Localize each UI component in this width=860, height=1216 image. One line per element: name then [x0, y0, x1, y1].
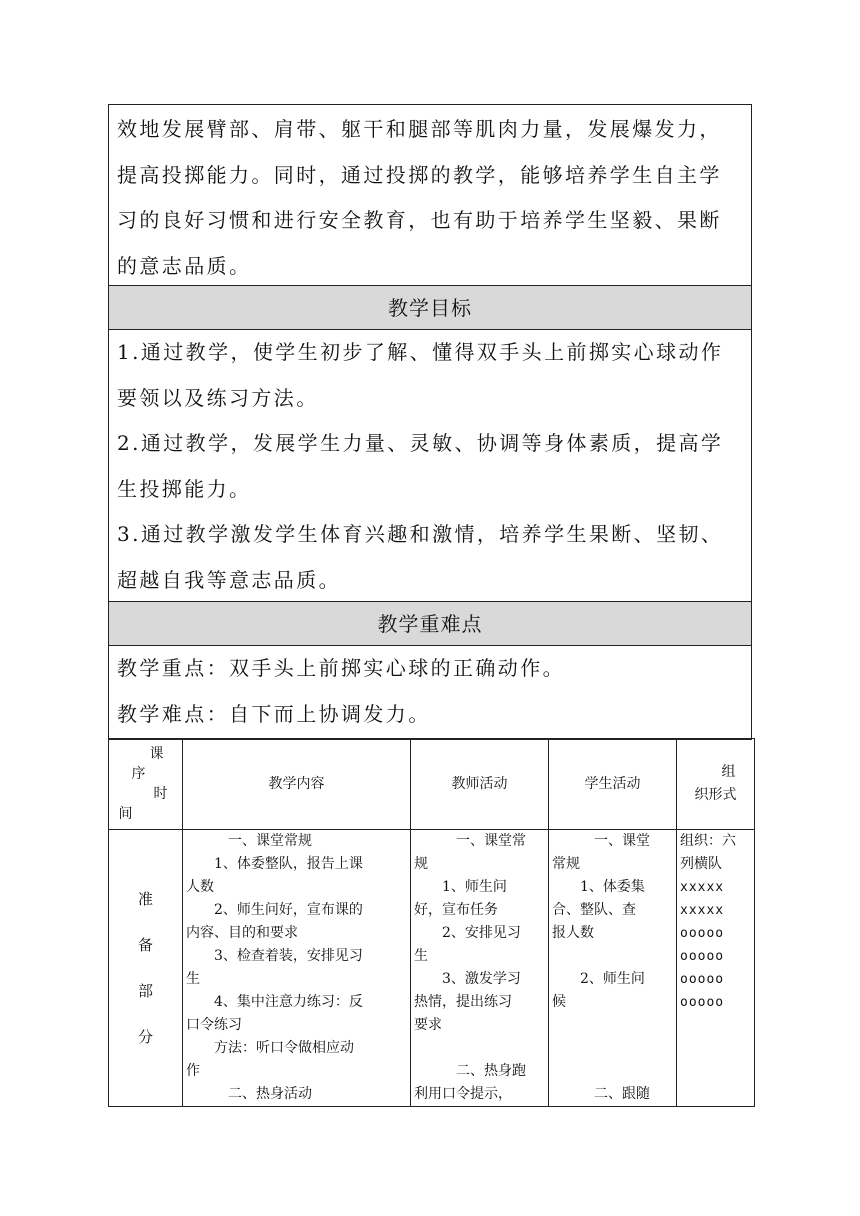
content-line: 方法：听口令做相应动: [214, 1040, 354, 1056]
difficult-point-line: 教学难点：自下而上协调发力。: [117, 701, 431, 726]
formation-row: xxxxx: [680, 903, 725, 918]
objectives-heading: 教学目标: [109, 286, 751, 330]
objective-line: 2.通过教学，发展学生力量、灵敏、协调等身体素质，提高学: [117, 431, 724, 455]
lesson-plan-upper-table: [108, 104, 752, 740]
part-char: 备: [137, 936, 153, 954]
teacher-line: 规: [414, 856, 428, 872]
teacher-line: 热情，提出练习: [414, 994, 512, 1010]
organization-cell: [677, 830, 755, 1107]
teacher-line: 3、激发学习: [442, 971, 521, 987]
objective-line: 要领以及练习方法。: [117, 385, 319, 410]
key-points-body: [109, 646, 751, 739]
student-line: [552, 945, 673, 968]
header-seq-char: 时: [153, 786, 168, 802]
objective-line: 3.通过教学激发学生体育兴趣和激情，培养学生果断、坚韧、: [117, 522, 724, 546]
teacher-line: 2、安排见习: [442, 925, 521, 941]
teacher-activity-cell: [411, 830, 549, 1107]
student-line: 报人数: [552, 925, 594, 941]
key-point-line: 教学重点：双手头上前掷实心球的正确动作。: [117, 656, 565, 680]
content-line: 二、热身活动: [228, 1086, 312, 1102]
header-org-text: 织形式: [694, 787, 737, 803]
org-line: 列横队: [680, 856, 722, 872]
part-char: 分: [137, 1028, 153, 1046]
student-line: 2、师生问: [580, 971, 645, 987]
teacher-line: 一、课堂常: [456, 833, 526, 849]
student-line: 1、体委集: [580, 879, 645, 895]
teacher-line: 二、热身跑: [456, 1063, 526, 1079]
intro-paragraph: [109, 105, 751, 286]
header-organization: [677, 739, 755, 830]
lesson-process-table: [108, 738, 754, 1101]
student-line: [552, 1060, 673, 1083]
teacher-line: 要求: [414, 1017, 442, 1033]
objectives-body: [109, 330, 751, 602]
student-line: 合、整队、查: [552, 902, 636, 918]
header-seq-char: 间: [118, 806, 133, 822]
formation-row: ooooo: [680, 926, 725, 941]
part-char: 部: [137, 982, 153, 1000]
header-seq-time: [109, 739, 183, 830]
formation-row: ooooo: [680, 972, 725, 987]
teacher-line: [414, 1037, 545, 1060]
formation-row: ooooo: [680, 949, 725, 964]
objective-line: 超越自我等意志品质。: [117, 567, 341, 592]
header-seq-char: 序: [131, 766, 146, 782]
content-line: 一、课堂常规: [228, 833, 312, 849]
formation-row: xxxxx: [680, 880, 725, 895]
objective-line: 1.通过教学，使学生初步了解、懂得双手头上前掷实心球动作: [117, 340, 724, 364]
header-student: 学生活动: [549, 739, 677, 830]
objective-line: 生投掷能力。: [117, 476, 252, 501]
table-row: [109, 830, 755, 1107]
header-seq-char: 课: [149, 746, 164, 762]
formation-row: ooooo: [680, 995, 725, 1010]
teacher-line: 1、师生问: [442, 879, 507, 895]
part-label: [109, 830, 183, 1107]
header-content: 教学内容: [183, 739, 411, 830]
content-line: 2、师生问好，宣布课的: [214, 902, 363, 918]
intro-line: 习的良好习惯和进行安全教育，也有助于培养学生坚毅、果断: [117, 208, 722, 232]
intro-line: 的意志品质。: [117, 253, 252, 278]
student-line: 二、跟随: [594, 1086, 650, 1102]
student-activity-cell: [549, 830, 677, 1107]
header-org-char: 组: [721, 764, 736, 780]
content-line: 人数: [186, 879, 214, 895]
student-line: 候: [552, 994, 566, 1010]
student-line: 一、课堂: [594, 833, 650, 849]
content-line: 口令练习: [186, 1017, 242, 1033]
student-line: [552, 1014, 673, 1037]
content-line: 3、检查着装，安排见习: [214, 948, 363, 964]
content-line: 内容、目的和要求: [186, 925, 298, 941]
key-points-heading: 教学重难点: [109, 602, 751, 646]
teacher-line: 好，宣布任务: [414, 902, 498, 918]
content-line: 生: [186, 971, 200, 987]
header-teacher: 教师活动: [411, 739, 549, 830]
student-line: [552, 1037, 673, 1060]
part-char: 准: [137, 890, 153, 908]
content-line: 1、体委整队，报告上课: [214, 856, 363, 872]
table-header-row: [109, 739, 755, 830]
intro-line: 效地发展臂部、肩带、躯干和腿部等肌肉力量，发展爆发力，: [117, 117, 722, 141]
org-line: 组织：六: [680, 833, 736, 849]
content-line: 4、集中注意力练习：反: [214, 994, 363, 1010]
teacher-line: 利用口令提示，: [414, 1086, 512, 1102]
intro-line: 提高投掷能力。同时，通过投掷的教学，能够培养学生自主学: [117, 162, 722, 187]
content-line: 作: [186, 1063, 200, 1079]
teacher-line: 生: [414, 948, 428, 964]
content-cell: [183, 830, 411, 1107]
student-line: 常规: [552, 856, 580, 872]
